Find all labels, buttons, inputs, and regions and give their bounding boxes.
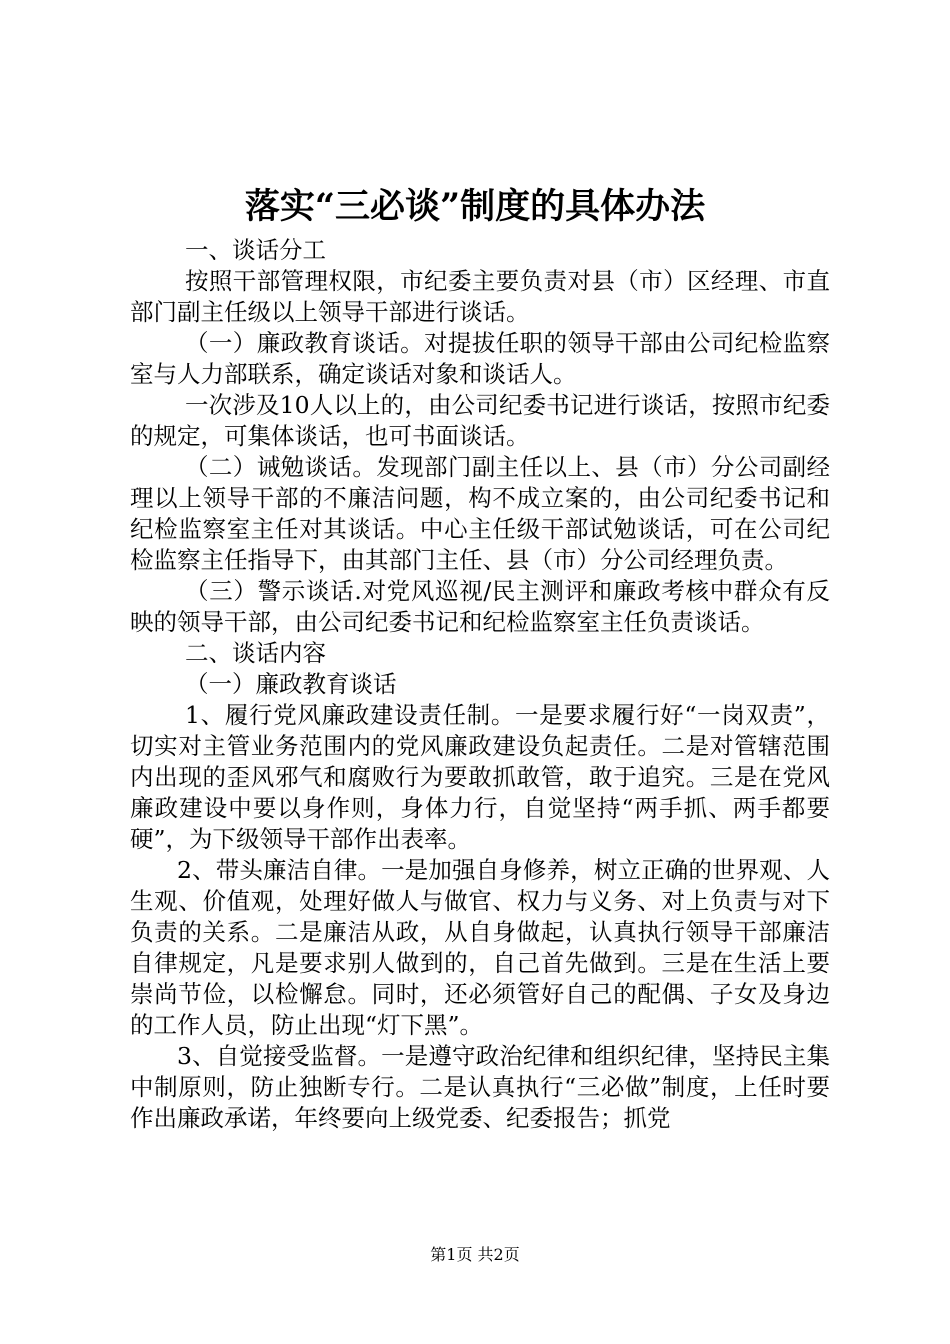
paragraph: 按照干部管理权限，市纪委主要负责对县（市）区经理、市直部门副主任级以上领导干部进行谈话。	[130, 267, 830, 326]
document-body	[130, 235, 830, 1134]
paragraph: 2、带头廉洁自律。一是加强自身修养，树立正确的世界观、人生观、价值观，处理好做人与做官、权力与义务、对上负责与对下负责的关系。二是廉洁从政，从自身做起，认真执行领导干部廉洁自律规定，凡是要求别人做到的，自己首先做到。三是在生活上要崇尚节俭，以检懈怠。同时，还必须管好自己的配偶、子女及身边的工作人员，防止出现“灯下黑”。	[130, 856, 830, 1039]
paragraph: 3、自觉接受监督。一是遵守政治纪律和组织纪律，坚持民主集中制原则，防止独断专行。二是认真执行“三必做”制度，上任时要作出廉政承诺，年终要向上级党委、纪委报告；抓党	[130, 1042, 830, 1132]
paragraph: 一次涉及10人以上的，由公司纪委书记进行谈话，按照市纪委的规定，可集体谈话，也可书面谈话。	[130, 391, 830, 450]
section-heading-2: 二、谈话内容	[185, 639, 326, 667]
paragraph: （三）警示谈话.对党风巡视/民主测评和廉政考核中群众有反映的领导干部，由公司纪委书记和纪检监察室主任负责谈话。	[130, 577, 830, 636]
paragraph: （二）诫勉谈话。发现部门副主任以上、县（市）分公司副经理以上领导干部的不廉洁问题，构不成立案的，由公司纪委书记和纪检监察室主任对其谈话。中心主任级干部试勉谈话，可在公司纪检监察主任指导下，由其部门主任、县（市）分公司经理负责。	[130, 453, 830, 574]
section-heading-1: 一、谈话分工	[185, 236, 326, 264]
paragraph: 1、履行党风廉政建设责任制。一是要求履行好“一岗双责”，切实对主管业务范围内的党风廉政建设负起责任。二是对管辖范围内出现的歪风邪气和腐败行为要敢抓敢管，敢于追究。三是在党风廉政建设中要以身作则，身体力行，自觉坚持“两手抓、两手都要硬”，为下级领导干部作出表率。	[130, 701, 830, 853]
subsection-heading: （一）廉政教育谈话	[185, 670, 397, 698]
paragraph: （一）廉政教育谈话。对提拔任职的领导干部由公司纪检监察室与人力部联系，确定谈话对象和谈话人。	[130, 329, 830, 388]
document-title: 落实“三必谈”制度的具体办法	[244, 186, 706, 227]
page-footer: 第1页 共2页	[430, 1245, 520, 1264]
